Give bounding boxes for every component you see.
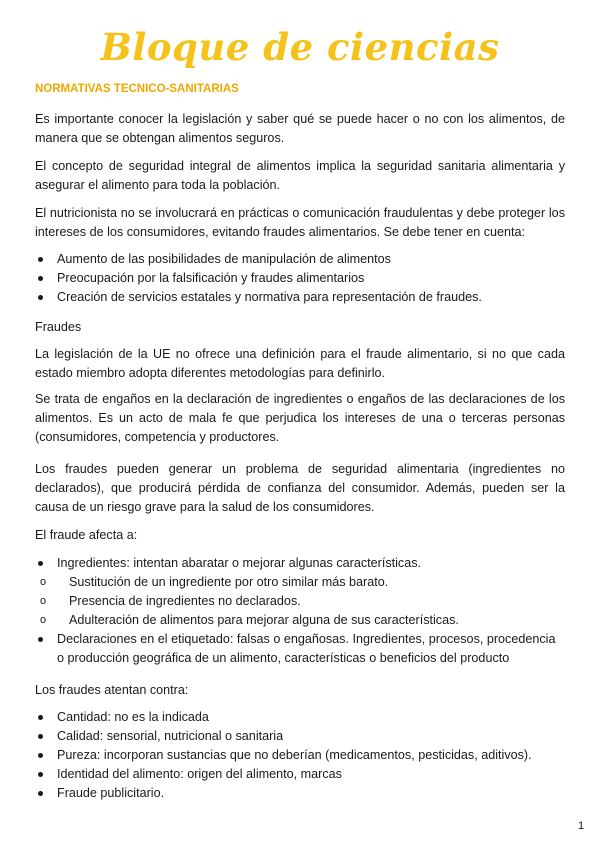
list-item: Identidad del alimento: origen del alimento, marcas	[35, 765, 565, 784]
list-item: Creación de servicios estatales y normativa para representación de fraudes.	[35, 288, 565, 307]
fraudes-paragraph: Los fraudes pueden generar un problema de seguridad alimentaria (ingredientes no declarados), que producirá pérdida de confianza del consumidor. Además, pueden ser la causa de un riesgo grave para la salud de los consumidores.	[35, 462, 565, 514]
fraudes-paragraph: La legislación de la UE no ofrece una definición para el fraude alimentario, si no que cada estado miembro adopta diferentes metodologías para definirlo.	[35, 347, 565, 380]
sub-list-item: o Sustitución de un ingrediente por otro similar más barato.	[35, 573, 565, 592]
afecta-list	[35, 554, 565, 668]
considerations-list	[35, 250, 565, 307]
intro-paragraph: El concepto de seguridad integral de alimentos implica la seguridad sanitaria alimentaria y asegurar el alimento para toda la población.	[35, 159, 565, 192]
list-item: Cantidad: no es la indicada	[35, 708, 565, 727]
list-item: Fraude publicitario.	[35, 784, 565, 803]
sub-list	[35, 573, 565, 630]
section-subtitle: NORMATIVAS TECNICO-SANITARIAS	[35, 83, 239, 95]
atentan-list	[35, 708, 565, 803]
sub-list-item: o Adulteración de alimentos para mejorar alguna de sus características.	[35, 611, 565, 630]
fraudes-heading: Fraudes	[35, 320, 82, 334]
list-item	[35, 554, 565, 630]
intro-paragraph: Es importante conocer la legislación y saber qué se puede hacer o no con los alimentos, de manera que se obtengan alimentos seguros.	[35, 112, 565, 145]
sub-list-item: o Presencia de ingredientes no declarados.	[35, 592, 565, 611]
list-item: Aumento de las posibilidades de manipulación de alimentos	[35, 250, 565, 269]
list-item: Calidad: sensorial, nutricional o sanitaria	[35, 727, 565, 746]
intro-paragraph: El nutricionista no se involucrará en prácticas o comunicación fraudulentas y debe proteger los intereses de los consumidores, evitando fraudes alimentarios. Se debe tener en cuenta:	[35, 206, 565, 239]
list-item: Pureza: incorporan sustancias que no deberían (medicamentos, pesticidas, aditivos).	[35, 746, 565, 765]
list-item: Preocupación por la falsificación y fraudes alimentarios	[35, 269, 565, 288]
list-item-text: Ingredientes: intentan abaratar o mejorar algunas características.	[57, 556, 422, 570]
afecta-heading: El fraude afecta a:	[35, 528, 138, 542]
page-number: 1	[578, 820, 585, 832]
page-title: Bloque de ciencias	[100, 25, 500, 69]
list-item: Declaraciones en el etiquetado: falsas o engañosas. Ingredientes, procesos, procedencia o producción geográfica de un alimento, características o beneficios del producto	[35, 630, 565, 668]
atentan-heading: Los fraudes atentan contra:	[35, 683, 189, 697]
fraudes-paragraph: Se trata de engaños en la declaración de ingredientes o engaños de las declaraciones de los alimentos. Es un acto de mala fe que perjudica los intereses de una o terceras personas (consumidores, competencia y productores.	[35, 392, 565, 444]
